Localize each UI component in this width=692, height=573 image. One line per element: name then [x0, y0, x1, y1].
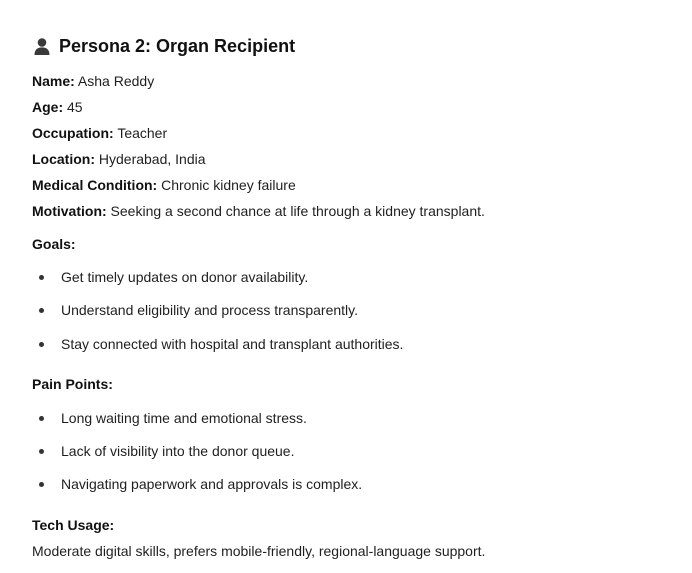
name-field — [32, 72, 154, 90]
occupation-label: Occupation: — [32, 125, 114, 141]
tech-usage-title: Tech Usage: — [32, 517, 115, 533]
pain-point-item — [32, 442, 294, 460]
bullet-icon — [39, 416, 44, 421]
occupation-field — [32, 124, 167, 142]
goal-item — [32, 335, 403, 353]
medical-condition-field — [32, 176, 296, 194]
name-value: Asha Reddy — [77, 73, 155, 89]
persona-heading — [32, 34, 295, 58]
bullet-icon — [39, 275, 44, 280]
name-label: Name: — [32, 73, 75, 89]
page-title: Persona 2: Organ Recipient — [59, 35, 296, 56]
medical-condition-value: Chronic kidney failure — [161, 177, 296, 193]
person-silhouette-icon — [32, 36, 52, 56]
motivation-label: Motivation: — [32, 203, 107, 219]
pain-point-item-text: Lack of visibility into the donor queue. — [61, 443, 295, 459]
pain-point-item — [32, 409, 307, 427]
bullet-icon — [39, 482, 44, 487]
motivation-value: Seeking a second chance at life through a kidney transplant. — [110, 203, 485, 219]
location-field — [32, 150, 206, 168]
goal-item-text: Stay connected with hospital and transplant authorities. — [61, 336, 404, 352]
age-label: Age: — [32, 99, 64, 115]
age-value: 45 — [67, 99, 83, 115]
goal-item-text: Get timely updates on donor availability. — [61, 269, 309, 285]
goal-item-text: Understand eligibility and process transparently. — [61, 302, 359, 318]
location-label: Location: — [32, 151, 95, 167]
occupation-value: Teacher — [117, 125, 168, 141]
pain-point-item — [32, 475, 362, 493]
pain-points-title: Pain Points: — [32, 376, 113, 392]
goal-item — [32, 301, 358, 319]
goal-item — [32, 268, 308, 286]
pain-point-item-text: Long waiting time and emotional stress. — [61, 410, 307, 426]
bullet-icon — [39, 342, 44, 347]
location-value: Hyderabad, India — [98, 151, 206, 167]
age-field — [32, 98, 83, 116]
medical-condition-label: Medical Condition: — [32, 177, 158, 193]
motivation-field — [32, 202, 485, 220]
bullet-icon — [39, 449, 44, 454]
goals-title: Goals: — [32, 236, 76, 252]
pain-point-item-text: Navigating paperwork and approvals is complex. — [61, 476, 363, 492]
bullet-icon — [39, 308, 44, 313]
tech-usage-text: Moderate digital skills, prefers mobile-friendly, regional-language support. — [32, 543, 486, 559]
